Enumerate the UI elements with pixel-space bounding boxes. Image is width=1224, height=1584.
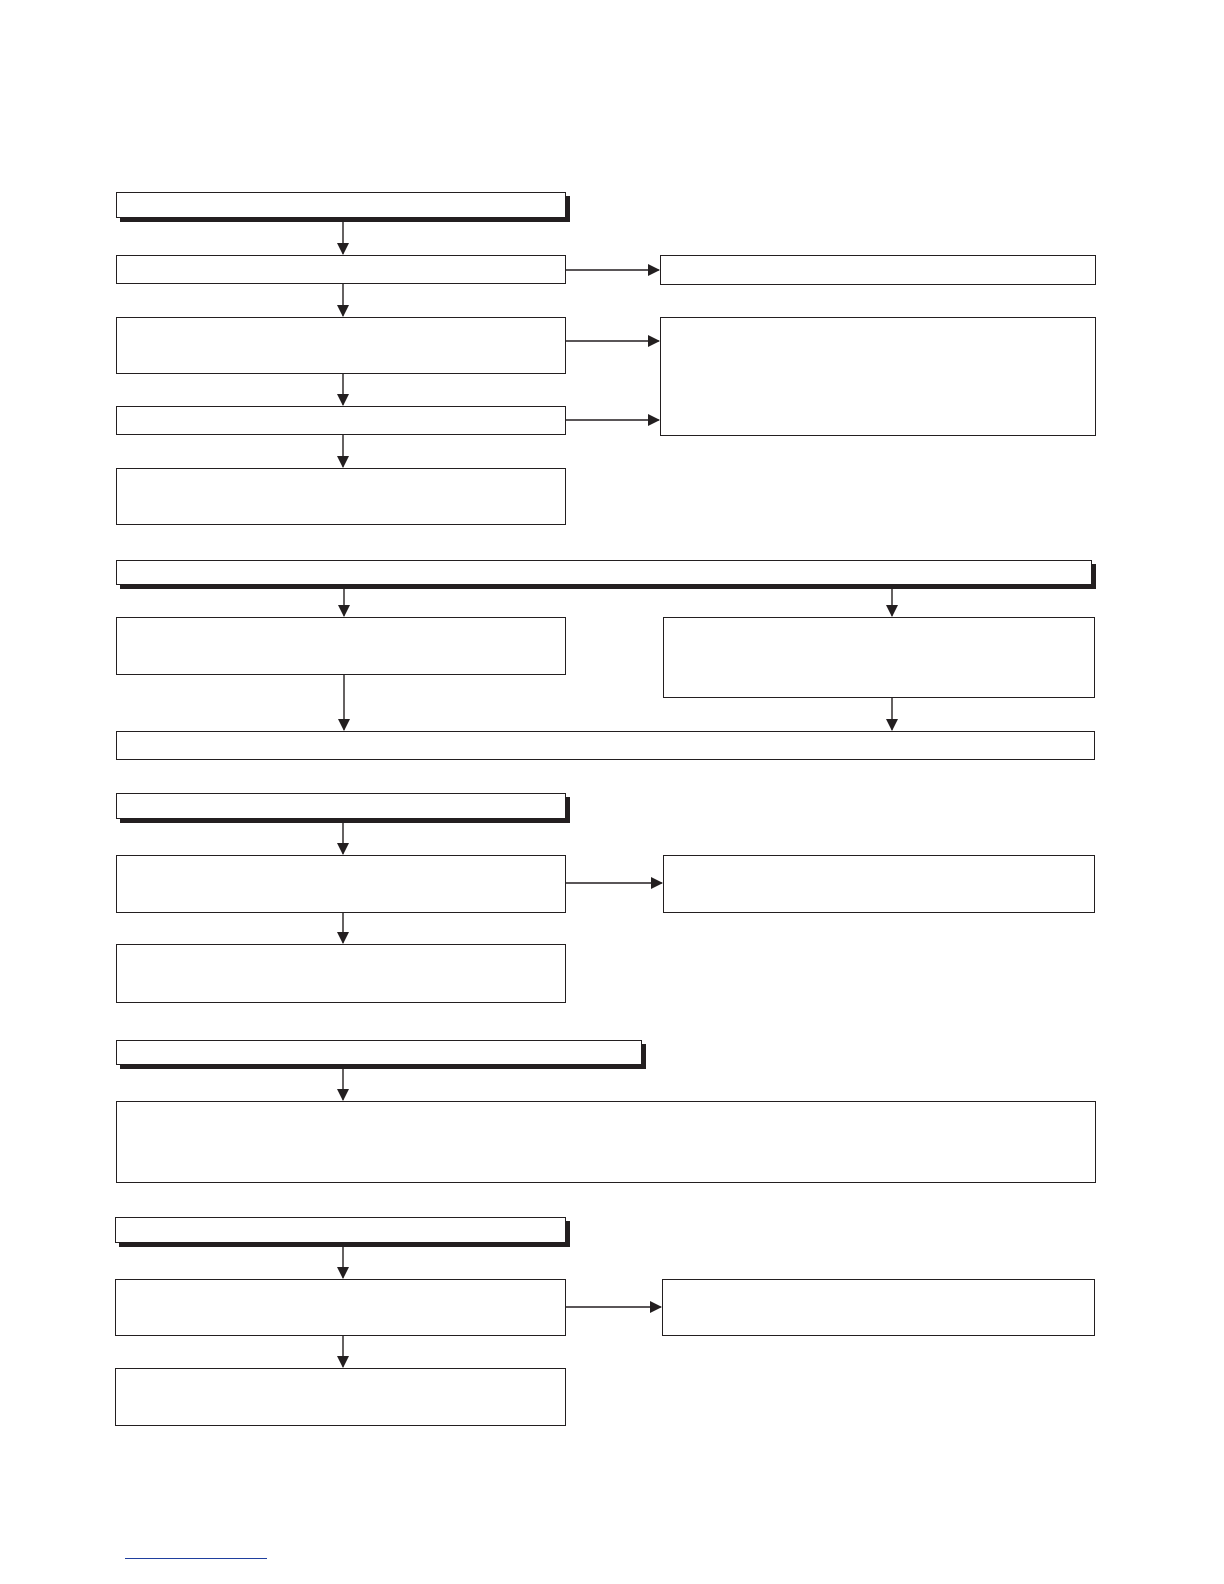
footer-rule xyxy=(125,1558,267,1559)
